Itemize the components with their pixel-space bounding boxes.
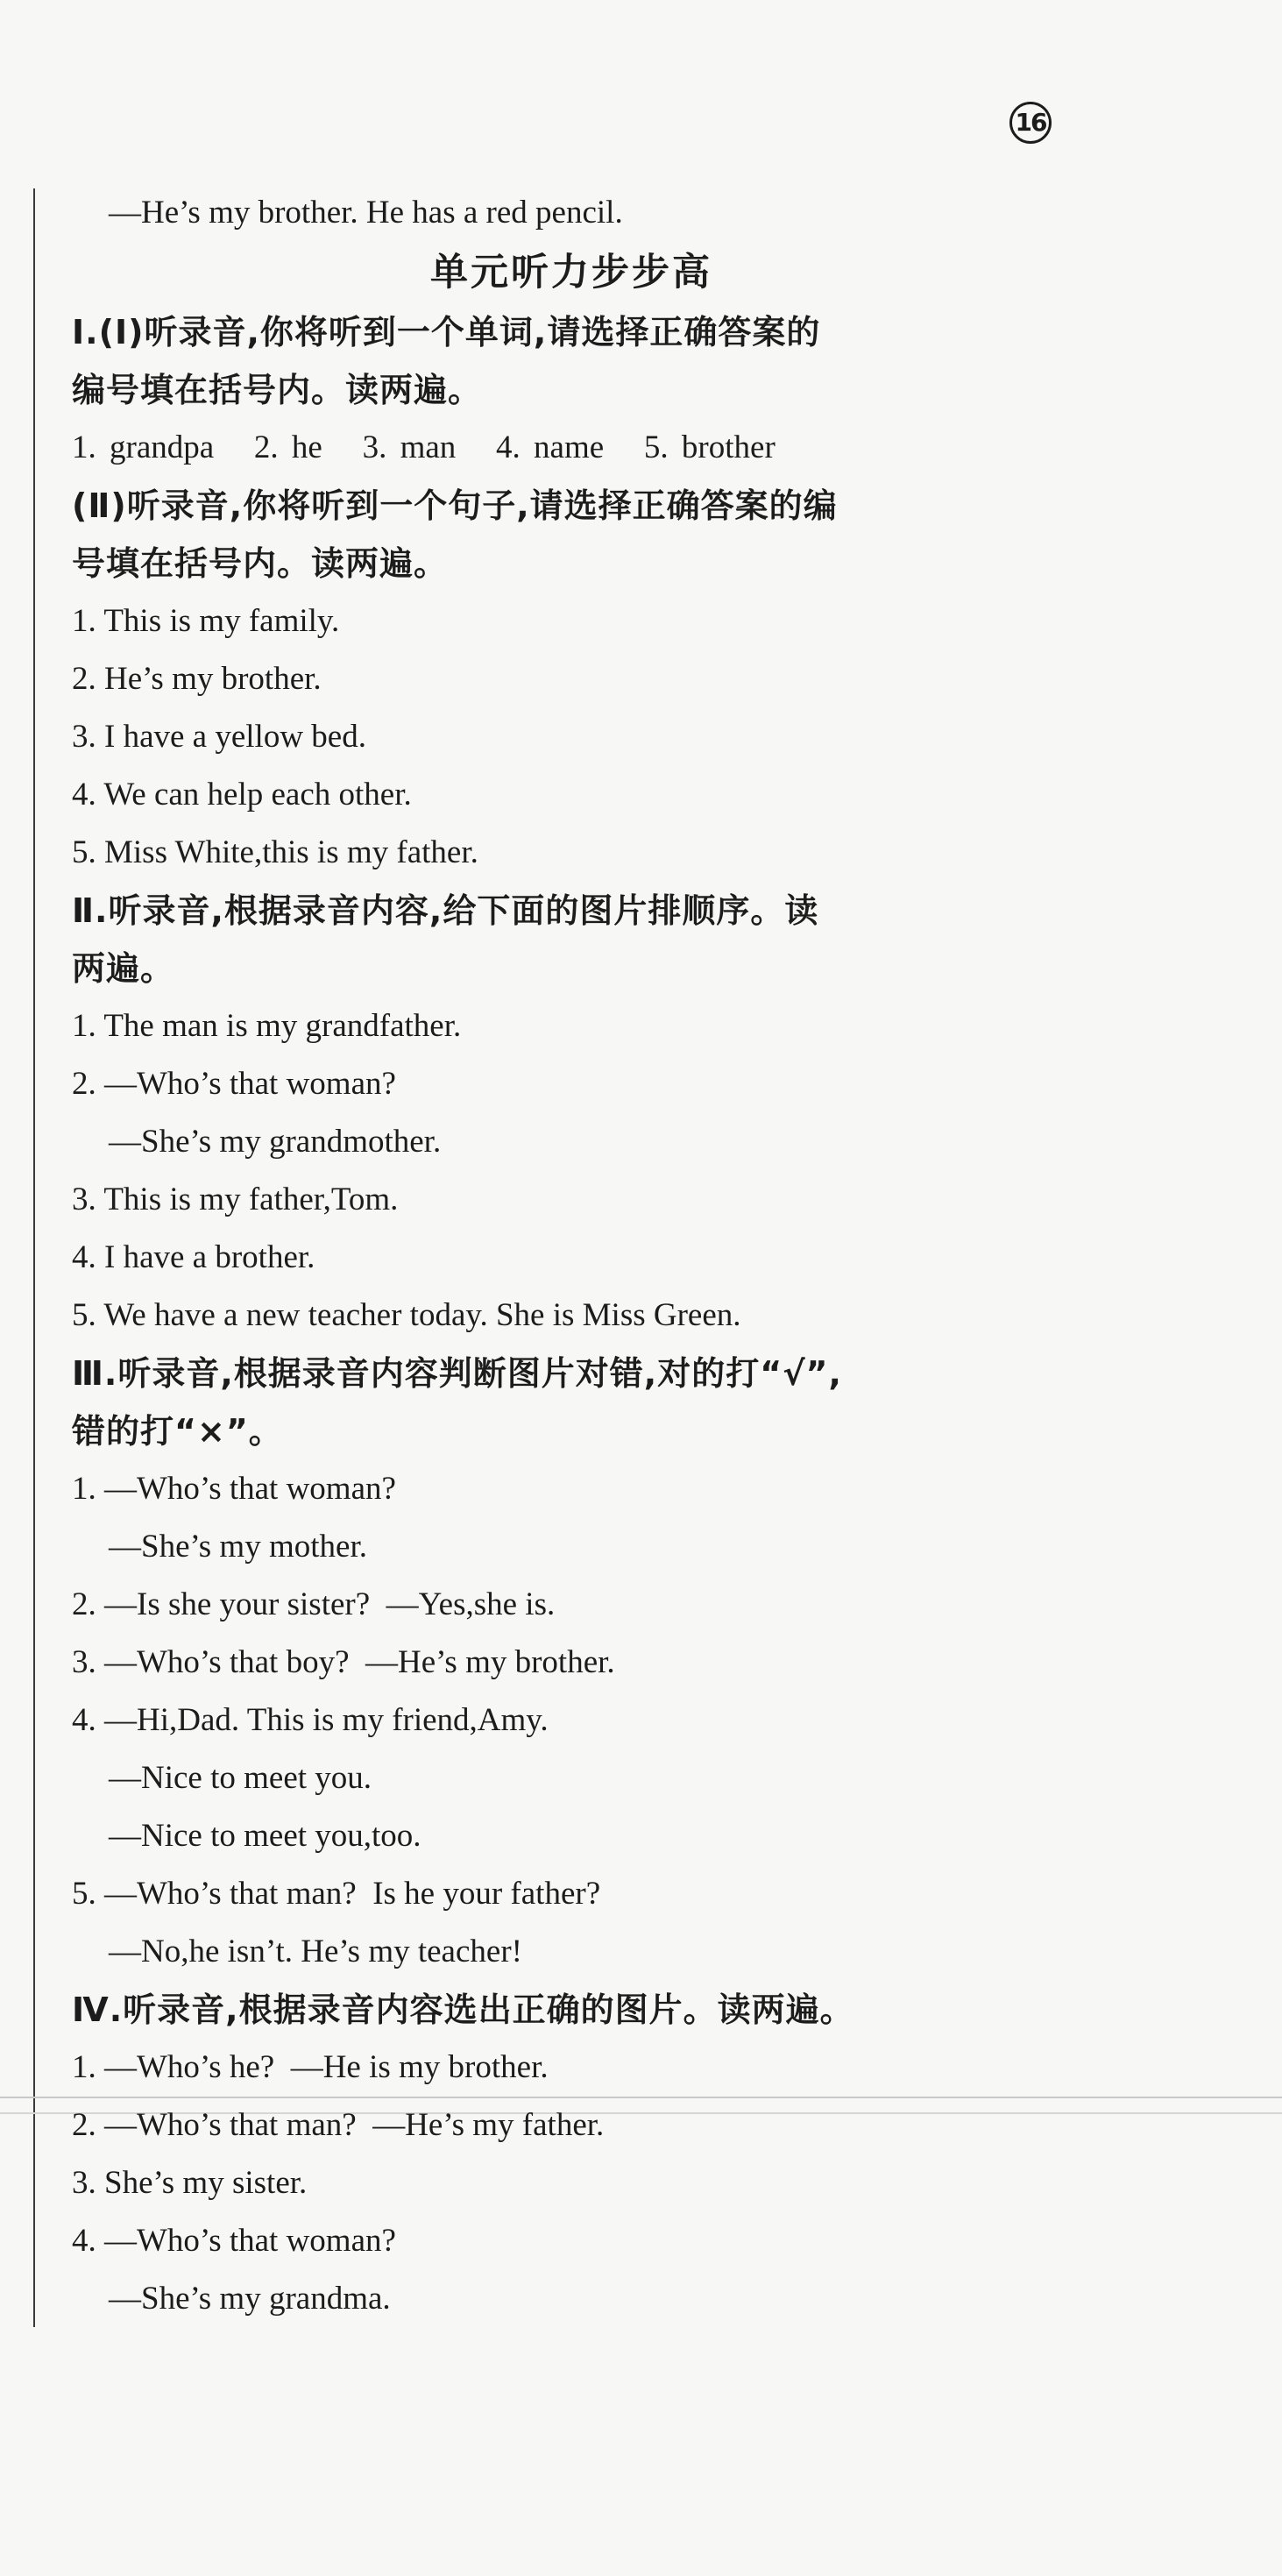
section3-line: 5. —Who’s that man? Is he your father? [72,1876,601,1912]
section2-heading-line1: Ⅱ.听录音,根据录音内容,给下面的图片排顺序。读 [72,891,819,930]
section2-line: 3. This is my father,Tom. [72,1182,399,1217]
section3-line: —No,he isn’t. He’s my teacher! [109,1934,522,1969]
section3-line: 2. —Is she your sister? —Yes,she is. [72,1586,556,1622]
section4-heading: Ⅳ.听录音,根据录音内容选出正确的图片。读两遍。 [72,1991,854,2029]
margin-rule [33,188,35,2327]
section1-part1-heading-line2: 编号填在括号内。读两遍。 [72,371,483,409]
section1-part2-heading-line1: (Ⅱ)听录音,你将听到一个句子,请选择正确答案的编 [72,486,838,525]
section3-line: 1. —Who’s that woman? [72,1471,396,1507]
section4-line: 2. —Who’s that man? —He’s my father. [72,2107,605,2143]
intro-line: —He’s my brother. He has a red pencil. [109,195,623,231]
section1-sentence: 1. This is my family. [72,603,340,639]
page-number-badge: 16 [1009,102,1052,144]
section1-sentence: 3. I have a yellow bed. [72,719,366,755]
section4-line: 1. —Who’s he? —He is my brother. [72,2049,549,2085]
section3-line: 4. —Hi,Dad. This is my friend,Amy. [72,1702,549,1738]
section2-line: 2. —Who’s that woman? [72,1066,396,1102]
section1-part2-heading-line2: 号填在括号内。读两遍。 [72,544,449,583]
section3-line: —Nice to meet you. [109,1760,372,1796]
section3-line: —Nice to meet you,too. [109,1818,421,1854]
section1-sentence: 2. He’s my brother. [72,661,322,697]
section2-heading-line2: 两遍。 [72,949,175,988]
section4-line: 3. She’s my sister. [72,2165,308,2201]
section4-line: —She’s my grandma. [109,2281,391,2317]
section2-line: —She’s my grandmother. [109,1124,442,1160]
section4-line: 4. —Who’s that woman? [72,2223,396,2259]
section1-word-list: 1. grandpa 2. he 3. man 4. name 5. brother [72,429,776,465]
section2-line: 4. I have a brother. [72,1239,315,1275]
section2-line: 1. The man is my grandfather. [72,1008,462,1044]
section3-heading-line2: 错的打“×”。 [72,1412,283,1451]
section2-line: 5. We have a new teacher today. She is Miss Green. [72,1297,741,1333]
section1-sentence: 4. We can help each other. [72,777,412,813]
section3-line: 3. —Who’s that boy? —He’s my brother. [72,1644,615,1680]
section1-sentence: 5. Miss White,this is my father. [72,834,478,870]
section3-heading-line1: Ⅲ.听录音,根据录音内容判断图片对错,对的打“√”, [72,1354,842,1393]
section-title: 单元听力步步高 [430,251,712,295]
transcript-content [72,184,1123,2328]
section1-part1-heading-line1: Ⅰ.(Ⅰ)听录音,你将听到一个单词,请选择正确答案的 [72,313,821,351]
section3-line: —She’s my mother. [109,1529,367,1565]
